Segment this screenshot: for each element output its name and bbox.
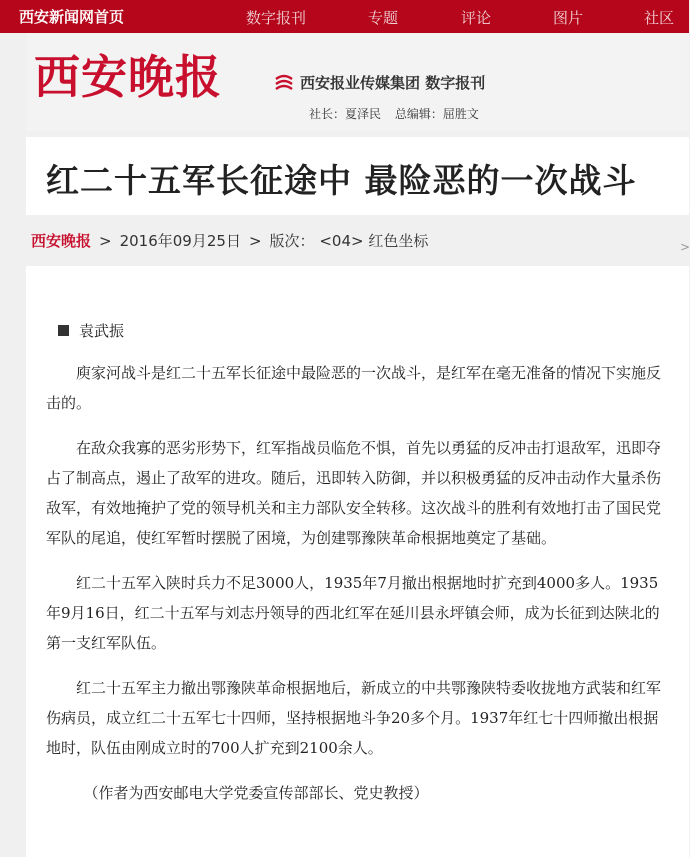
- breadcrumb-page-label: 版次：: [269, 232, 315, 250]
- nav-item-topics[interactable]: 专题: [368, 9, 399, 27]
- chief-editor-label: 总编辑：屈胜文: [394, 107, 479, 121]
- breadcrumb-date-link[interactable]: 2016年09月25日: [119, 232, 241, 250]
- article-author: [46, 316, 666, 346]
- group-logo-icon: [274, 74, 294, 92]
- editors-line: [309, 105, 489, 122]
- bullet-square-icon: [58, 325, 69, 336]
- article-paragraph: 红二十五军主力撤出鄂豫陕革命根据地后，新成立的中共鄂豫陕特委收拢地方武装和红军伤病员，成立红二十五军七十四师，坚持根据地斗争20多个月。1937年红七十四师撤出根据地时，队伍由刚成立时的700人扩充到2100余人。: [46, 679, 662, 757]
- article-paragraph: 红二十五军入陕时兵力不足3000人，1935年7月撤出根据地时扩充到4000多人。1935年9月16日，红二十五军与刘志丹领导的西北红军在延川县永坪镇会师，成为长征到达陕北的第一支红军队伍。: [46, 574, 660, 652]
- breadcrumb-page-link[interactable]: <04>: [319, 232, 364, 250]
- top-nav: [0, 0, 689, 33]
- nav-item-comments[interactable]: 评论: [461, 9, 492, 27]
- breadcrumb: [31, 230, 428, 251]
- article-title: 红二十五军长征途中 最险恶的一次战斗: [46, 161, 637, 200]
- article-paragraph: 在敌众我寡的恶劣形势下，红军指战员临危不惧，首先以勇猛的反冲击打退敌军，迅即夺占了制高点，遏止了敌军的进攻。随后，迅即转入防御，并以积极勇猛的反冲击动作大量杀伤敌军，有效地掩护了党的领导机关和主力部队安全转移。这次战斗的胜利有效地打击了国民党军队的尾追，使红军暂时摆脱了困境，为创建鄂豫陕革命根据地奠定了基础。: [46, 439, 662, 547]
- nav-home-link[interactable]: 西安新闻网首页: [18, 8, 124, 26]
- article-body: [46, 316, 666, 823]
- breadcrumb-paper-link[interactable]: 西安晚报: [31, 232, 92, 250]
- newspaper-logo[interactable]: 西安晚报: [34, 50, 222, 104]
- masthead: [26, 33, 689, 131]
- title-bar: [26, 137, 689, 215]
- breadcrumb-separator: >: [99, 232, 112, 250]
- author-note: （作者为西安邮电大学党委宣传部部长、党史教授）: [83, 784, 429, 802]
- author-name: 袁武振: [79, 322, 125, 340]
- nav-item-pictures[interactable]: 图片: [553, 9, 584, 27]
- nav-item-digital-paper[interactable]: 数字报刊: [246, 9, 307, 27]
- nav-item-community[interactable]: 社区: [644, 9, 675, 27]
- president-label: 社长：夏泽民: [309, 107, 382, 121]
- breadcrumb-separator: >: [248, 232, 262, 250]
- right-edge-mark: >: [680, 240, 690, 254]
- group-name: 西安报业传媒集团 数字报刊: [300, 74, 486, 92]
- breadcrumb-section: 红色坐标: [368, 232, 429, 250]
- article-paragraph: 庾家河战斗是红二十五军长征途中最险恶的一次战斗，是红军在毫无准备的情况下实施反击的。: [46, 364, 662, 412]
- article-panel: [26, 266, 689, 857]
